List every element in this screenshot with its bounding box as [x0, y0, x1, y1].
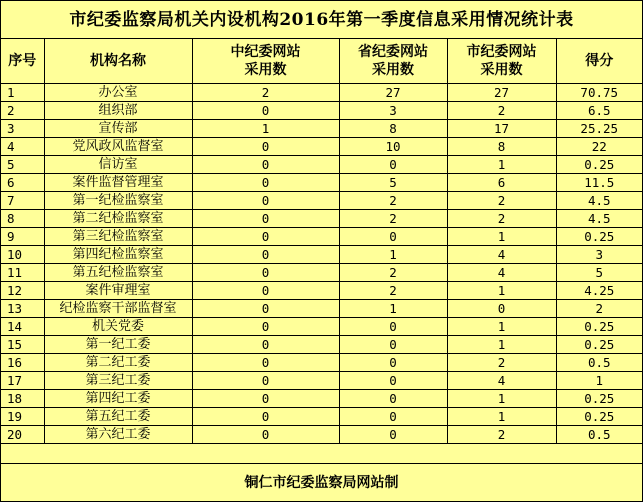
city-count: 1 [447, 408, 556, 426]
org-name: 第一纪工委 [44, 336, 192, 354]
org-name: 第三纪工委 [44, 372, 192, 390]
table-row [1, 336, 642, 354]
row-index: 19 [1, 408, 44, 426]
row-index: 20 [1, 426, 44, 444]
score: 70.75 [556, 84, 642, 102]
central-count: 0 [192, 372, 339, 390]
score: 1 [556, 372, 642, 390]
city-count: 27 [447, 84, 556, 102]
table-row [1, 228, 642, 246]
province-count: 2 [339, 192, 447, 210]
row-index: 9 [1, 228, 44, 246]
province-count: 0 [339, 228, 447, 246]
score: 25.25 [556, 120, 642, 138]
central-count: 0 [192, 210, 339, 228]
statistics-table [1, 39, 642, 444]
score: 6.5 [556, 102, 642, 120]
province-count: 0 [339, 426, 447, 444]
table-row [1, 102, 642, 120]
central-count: 0 [192, 282, 339, 300]
province-count: 10 [339, 138, 447, 156]
central-count: 1 [192, 120, 339, 138]
central-count: 0 [192, 138, 339, 156]
org-name: 办公室 [44, 84, 192, 102]
table-row [1, 138, 642, 156]
col-header-city: 市纪委网站 采用数 [447, 39, 556, 84]
table-row [1, 84, 642, 102]
province-count: 3 [339, 102, 447, 120]
central-count: 0 [192, 318, 339, 336]
org-name: 第四纪检监察室 [44, 246, 192, 264]
central-count: 0 [192, 156, 339, 174]
city-count: 6 [447, 174, 556, 192]
row-index: 7 [1, 192, 44, 210]
footer-credit: 铜仁市纪委监察局网站制 [1, 463, 642, 501]
org-name: 第一纪检监察室 [44, 192, 192, 210]
table-row [1, 210, 642, 228]
score: 4.5 [556, 210, 642, 228]
table-row [1, 390, 642, 408]
central-count: 0 [192, 300, 339, 318]
row-index: 3 [1, 120, 44, 138]
score: 0.25 [556, 318, 642, 336]
org-name: 案件审理室 [44, 282, 192, 300]
city-count: 2 [447, 426, 556, 444]
row-index: 1 [1, 84, 44, 102]
province-count: 5 [339, 174, 447, 192]
org-name: 党风政风监督室 [44, 138, 192, 156]
city-count: 4 [447, 372, 556, 390]
org-name: 组织部 [44, 102, 192, 120]
org-name: 第五纪检监察室 [44, 264, 192, 282]
org-name: 第二纪工委 [44, 354, 192, 372]
org-name: 第三纪检监察室 [44, 228, 192, 246]
city-count: 17 [447, 120, 556, 138]
org-name: 第四纪工委 [44, 390, 192, 408]
province-count: 2 [339, 210, 447, 228]
score: 5 [556, 264, 642, 282]
province-count: 0 [339, 318, 447, 336]
row-index: 8 [1, 210, 44, 228]
table-row [1, 426, 642, 444]
central-count: 0 [192, 408, 339, 426]
table-row [1, 192, 642, 210]
org-name: 信访室 [44, 156, 192, 174]
header-row [1, 39, 642, 84]
city-count: 1 [447, 318, 556, 336]
table-row [1, 174, 642, 192]
col-header-province: 省纪委网站 采用数 [339, 39, 447, 84]
table-row [1, 264, 642, 282]
province-count: 0 [339, 354, 447, 372]
city-count: 2 [447, 192, 556, 210]
city-count: 1 [447, 156, 556, 174]
org-name: 第二纪检监察室 [44, 210, 192, 228]
central-count: 0 [192, 336, 339, 354]
province-count: 0 [339, 408, 447, 426]
city-count: 4 [447, 264, 556, 282]
row-index: 16 [1, 354, 44, 372]
col-header-index: 序号 [1, 39, 44, 84]
row-index: 13 [1, 300, 44, 318]
org-name: 第五纪工委 [44, 408, 192, 426]
central-count: 0 [192, 102, 339, 120]
score: 2 [556, 300, 642, 318]
row-index: 15 [1, 336, 44, 354]
table-row [1, 372, 642, 390]
score: 3 [556, 246, 642, 264]
city-count: 1 [447, 336, 556, 354]
col-header-central: 中纪委网站 采用数 [192, 39, 339, 84]
central-count: 0 [192, 390, 339, 408]
city-count: 8 [447, 138, 556, 156]
city-count: 1 [447, 282, 556, 300]
table-row [1, 120, 642, 138]
province-count: 0 [339, 156, 447, 174]
table-title: 市纪委监察局机关内设机构2016年第一季度信息采用情况统计表 [1, 1, 642, 39]
table-row [1, 282, 642, 300]
city-count: 0 [447, 300, 556, 318]
score: 0.25 [556, 408, 642, 426]
central-count: 0 [192, 174, 339, 192]
org-name: 纪检监察干部监督室 [44, 300, 192, 318]
province-count: 27 [339, 84, 447, 102]
province-count: 0 [339, 336, 447, 354]
row-index: 6 [1, 174, 44, 192]
province-count: 1 [339, 246, 447, 264]
city-count: 2 [447, 210, 556, 228]
table-row [1, 354, 642, 372]
score: 22 [556, 138, 642, 156]
province-count: 1 [339, 300, 447, 318]
org-name: 机关党委 [44, 318, 192, 336]
table-row [1, 300, 642, 318]
row-index: 11 [1, 264, 44, 282]
province-count: 2 [339, 282, 447, 300]
row-index: 18 [1, 390, 44, 408]
central-count: 0 [192, 228, 339, 246]
org-name: 第六纪工委 [44, 426, 192, 444]
province-count: 0 [339, 372, 447, 390]
province-count: 8 [339, 120, 447, 138]
province-count: 2 [339, 264, 447, 282]
table-row [1, 246, 642, 264]
score: 0.5 [556, 354, 642, 372]
row-index: 10 [1, 246, 44, 264]
score: 4.5 [556, 192, 642, 210]
score: 0.5 [556, 426, 642, 444]
score: 0.25 [556, 390, 642, 408]
table-row [1, 318, 642, 336]
table-row [1, 408, 642, 426]
score: 0.25 [556, 156, 642, 174]
central-count: 0 [192, 354, 339, 372]
col-header-score: 得分 [556, 39, 642, 84]
city-count: 1 [447, 228, 556, 246]
city-count: 1 [447, 390, 556, 408]
table-row [1, 156, 642, 174]
row-index: 17 [1, 372, 44, 390]
row-index: 14 [1, 318, 44, 336]
central-count: 0 [192, 192, 339, 210]
row-index: 2 [1, 102, 44, 120]
score: 0.25 [556, 228, 642, 246]
central-count: 0 [192, 264, 339, 282]
city-count: 4 [447, 246, 556, 264]
col-header-name: 机构名称 [44, 39, 192, 84]
city-count: 2 [447, 102, 556, 120]
score: 4.25 [556, 282, 642, 300]
row-index: 12 [1, 282, 44, 300]
province-count: 0 [339, 390, 447, 408]
central-count: 0 [192, 426, 339, 444]
row-index: 4 [1, 138, 44, 156]
city-count: 2 [447, 354, 556, 372]
org-name: 宣传部 [44, 120, 192, 138]
row-index: 5 [1, 156, 44, 174]
central-count: 2 [192, 84, 339, 102]
score: 11.5 [556, 174, 642, 192]
score: 0.25 [556, 336, 642, 354]
org-name: 案件监督管理室 [44, 174, 192, 192]
central-count: 0 [192, 246, 339, 264]
